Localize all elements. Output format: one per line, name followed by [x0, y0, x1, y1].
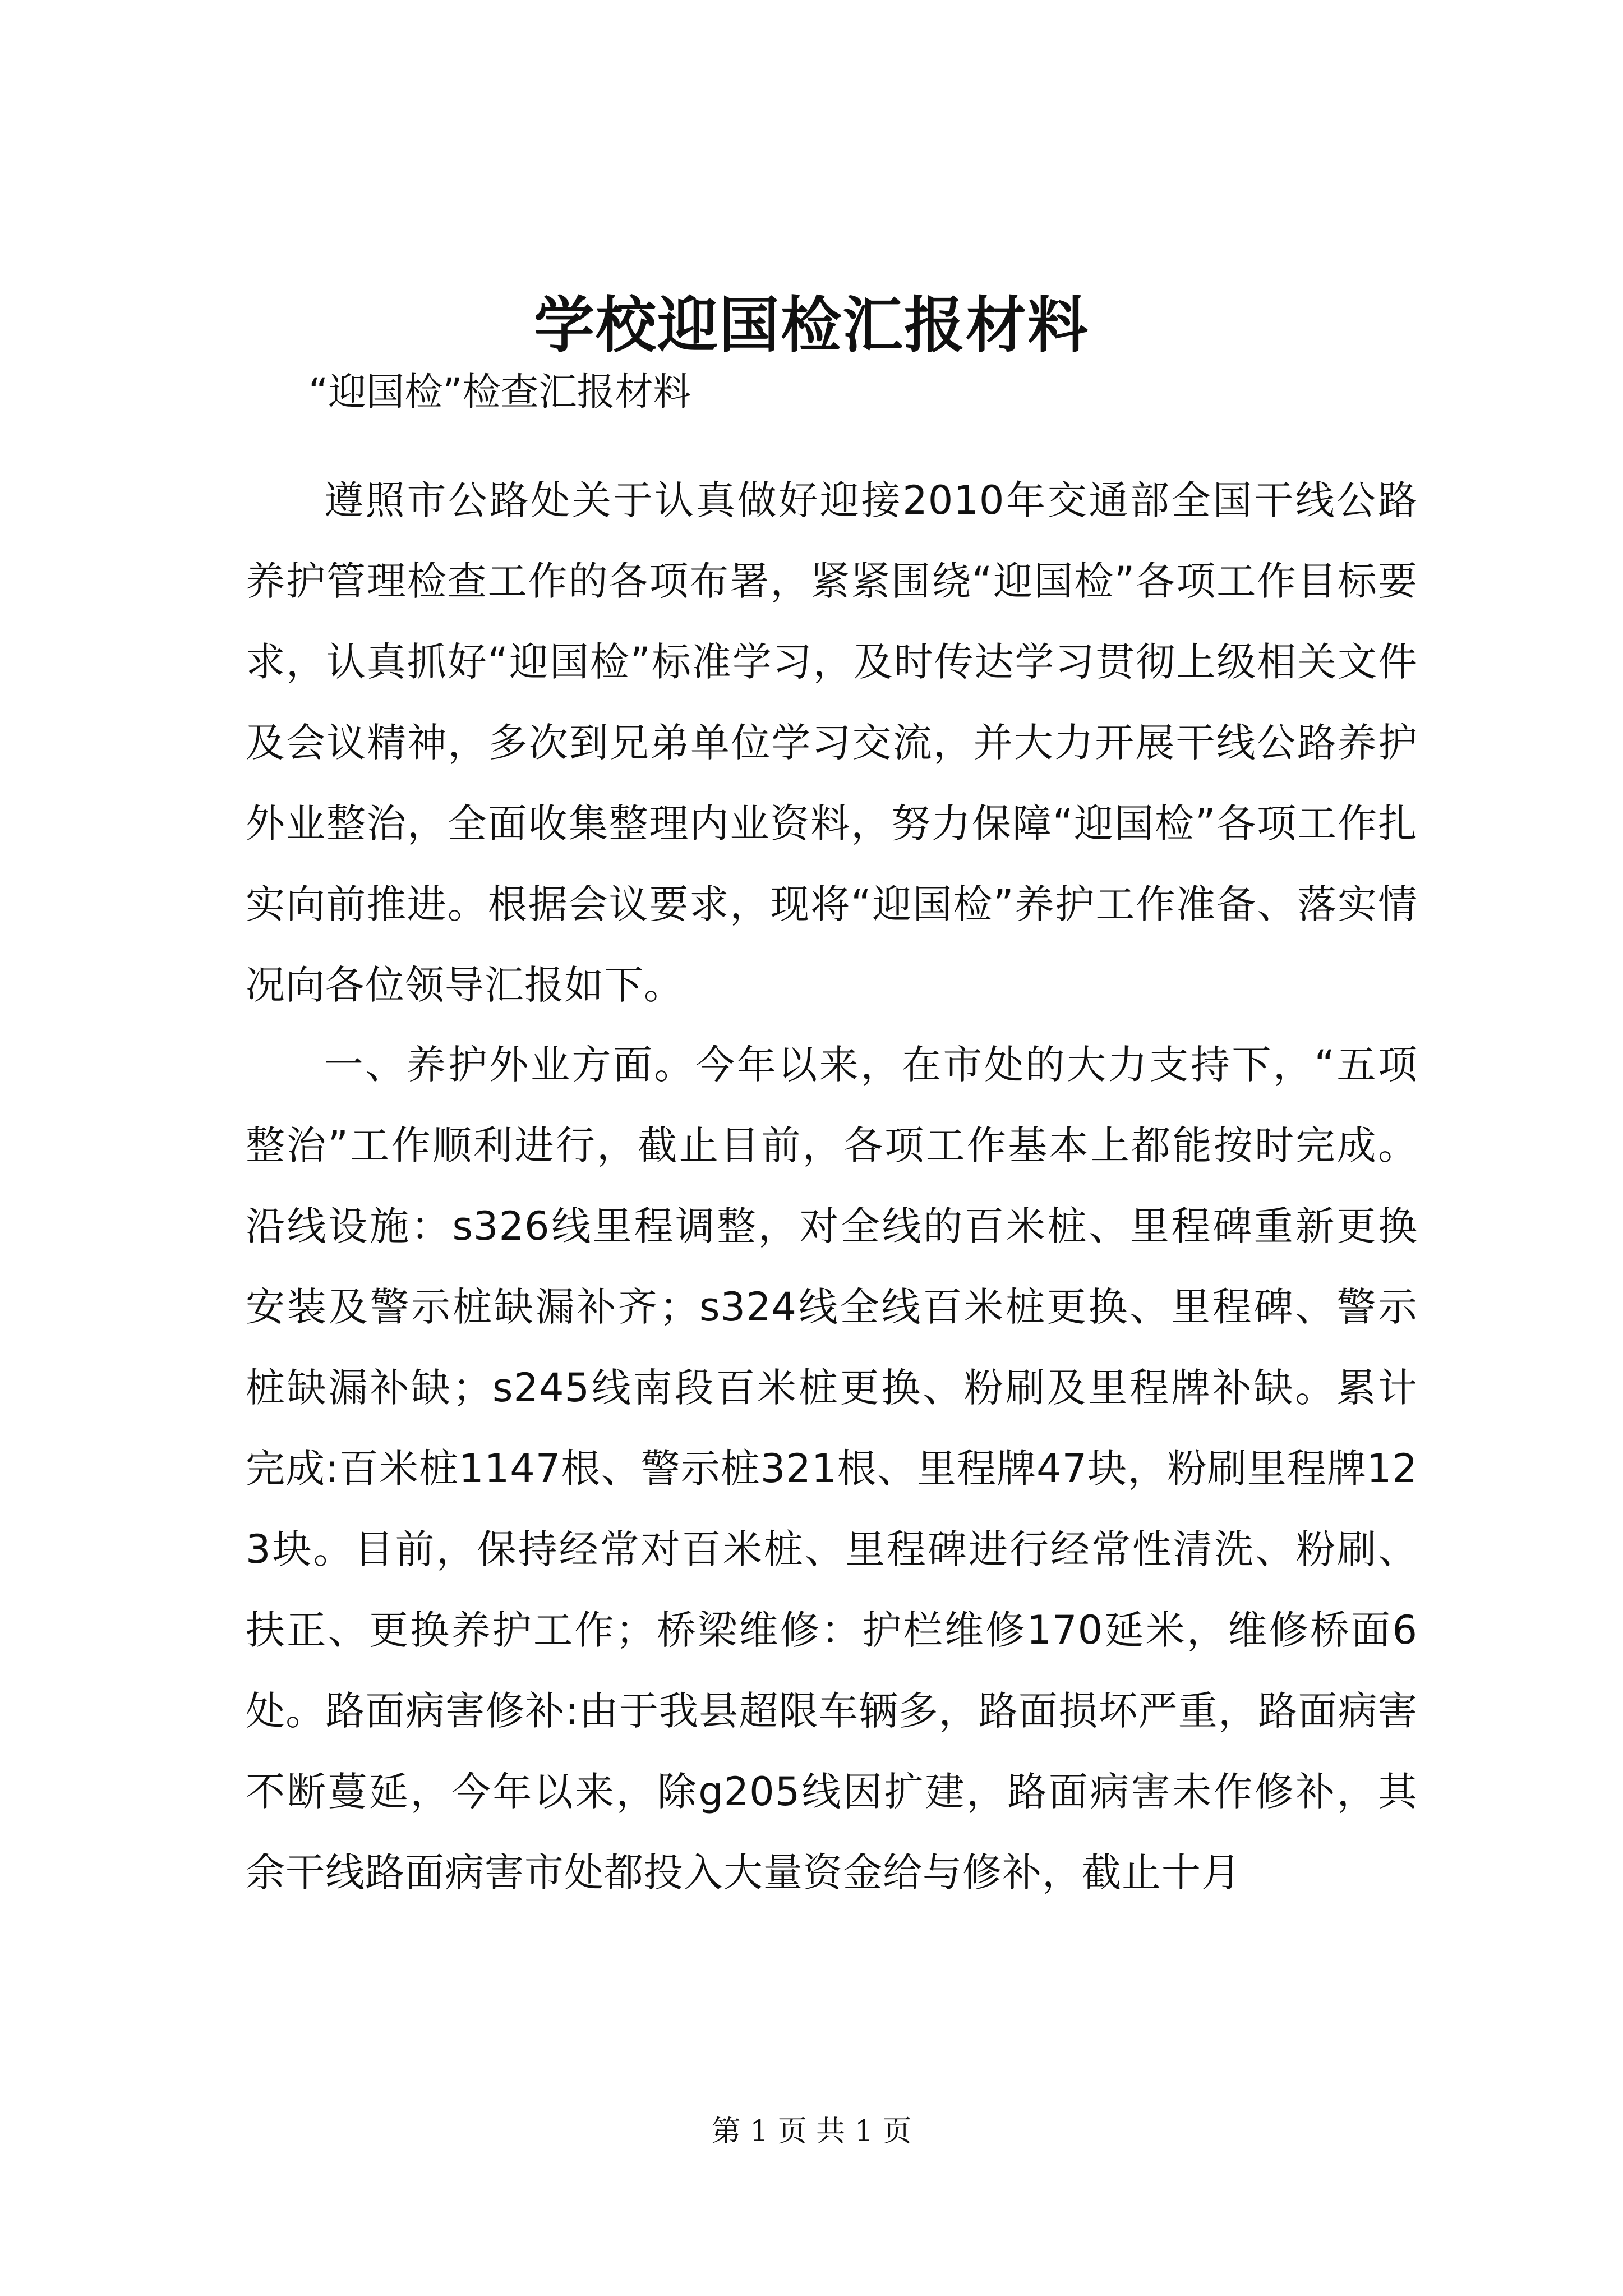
page-footer: 第 1 页 共 1 页 — [711, 2115, 912, 2148]
paragraph: 一、养护外业方面。今年以来，在市处的大力支持下，“五项整治”工作顺利进行，截止目前，各项工作基本上都能按时完成。沿线设施：s326线里程调整，对全线的百米桩、里程碑重新更换安装及警示桩缺漏补齐；s324线全线百米桩更换、里程碑、警示桩缺漏补缺；s245线南段百米桩更换、粉刷及里程牌补缺。累计完成:百米桩1147根、警示桩321根、里程牌47块，粉刷里程牌123块。目前，保持经常对百米桩、里程碑进行经常性清洗、粉刷、扶正、更换养护工作；桥梁维修：护栏维修170延米，维修桥面6处。路面病害修补:由于我县超限车辆多，路面损坏严重，路面病害不断蔓延，今年以来，除g205线因扩建，路面病害未作修补，其余干线路面病害市处都投入大量资金给与修补，截止十月 — [246, 1042, 1418, 1895]
document-subtitle: “迎国检”检查汇报材料 — [308, 370, 691, 415]
paragraph: 遵照市公路处关于认真做好迎接2010年交通部全国干线公路养护管理检查工作的各项布署，紧紧围绕“迎国检”各项工作目标要求，认真抓好“迎国检”标准学习，及时传达学习贯彻上级相关文件及会议精神，多次到兄弟单位学习交流，并大力开展干线公路养护外业整治，全面收集整理内业资料，努力保障“迎国检”各项工作扎实向前推进。根据会议要求，现将“迎国检”养护工作准备、落实情况向各位领导汇报如下。 — [246, 477, 1418, 1008]
document-title: 学校迎国检汇报材料 — [533, 290, 1089, 361]
